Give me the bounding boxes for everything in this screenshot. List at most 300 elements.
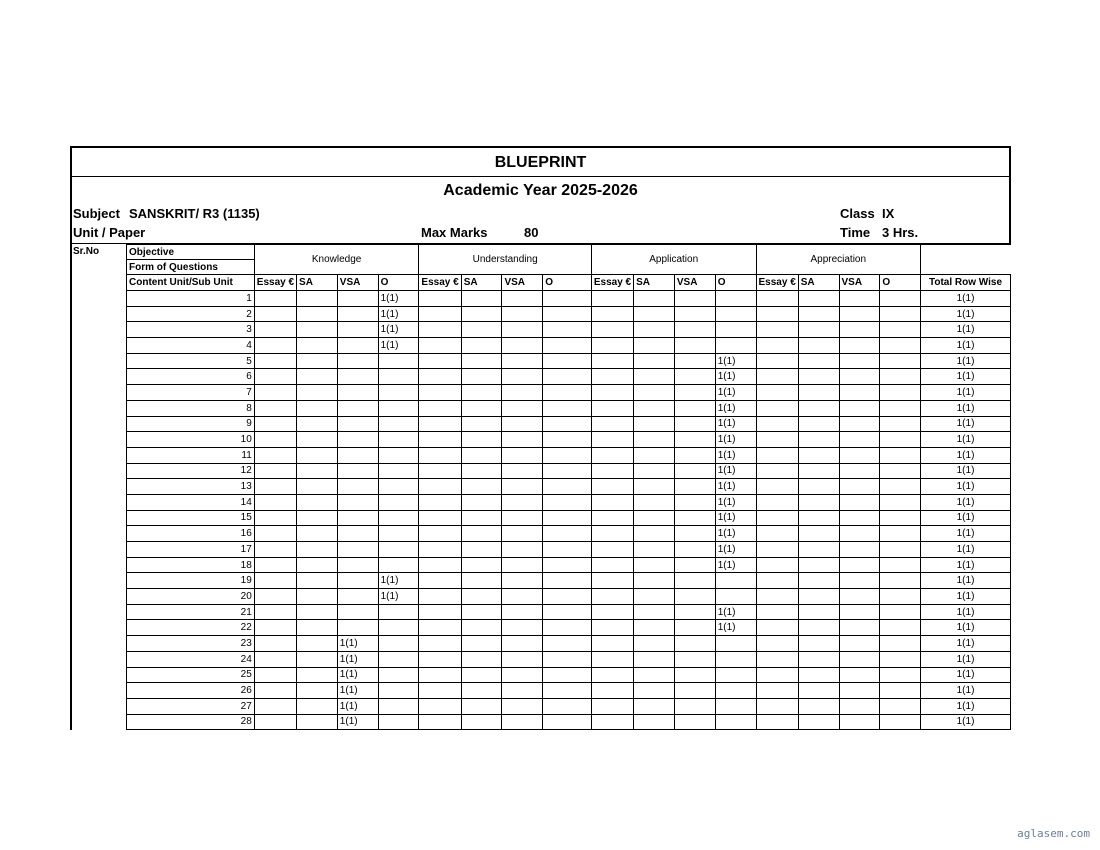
- table-cell: [378, 698, 419, 714]
- table-cell: [674, 604, 715, 620]
- table-cell: [461, 667, 502, 683]
- table-cell: [634, 494, 675, 510]
- table-cell: [634, 306, 675, 322]
- table-cell: [502, 557, 543, 573]
- table-cell: [461, 338, 502, 354]
- table-cell: [839, 573, 880, 589]
- class-label: Class: [840, 206, 875, 221]
- table-cell: [839, 463, 880, 479]
- table-cell: [634, 369, 675, 385]
- row-number: 4: [127, 338, 255, 354]
- row-number: 6: [127, 369, 255, 385]
- table-cell: [419, 416, 461, 432]
- table-cell: [254, 416, 296, 432]
- table-cell: 1(1): [378, 306, 419, 322]
- table-cell: [378, 526, 419, 542]
- table-cell: 1(1): [715, 400, 756, 416]
- table-cell: [543, 557, 592, 573]
- table-cell: [254, 573, 296, 589]
- table-cell: [839, 510, 880, 526]
- table-cell: [419, 620, 461, 636]
- table-cell: [461, 322, 502, 338]
- table-cell: [880, 338, 921, 354]
- table-cell: [674, 385, 715, 401]
- table-cell: [756, 369, 798, 385]
- table-cell: [798, 573, 839, 589]
- row-number: 8: [127, 400, 255, 416]
- table-cell: [880, 604, 921, 620]
- table-cell: [502, 291, 543, 307]
- content-unit-label: Content Unit/Sub Unit: [127, 275, 255, 291]
- table-row: [127, 322, 1011, 338]
- blueprint-table: [126, 244, 1011, 730]
- table-cell: [880, 400, 921, 416]
- table-cell: [254, 494, 296, 510]
- table-cell: [254, 604, 296, 620]
- row-number: 3: [127, 322, 255, 338]
- table-cell: [715, 573, 756, 589]
- table-cell: [798, 667, 839, 683]
- group-understanding: Understanding: [419, 245, 591, 275]
- table-cell: [461, 604, 502, 620]
- table-cell: [674, 479, 715, 495]
- table-cell: 1(1): [337, 714, 378, 730]
- table-cell: [502, 353, 543, 369]
- table-cell: [634, 291, 675, 307]
- subcol-knowledge-sa: SA: [297, 275, 338, 291]
- table-cell: [337, 338, 378, 354]
- table-cell: [337, 589, 378, 605]
- table-cell: [798, 494, 839, 510]
- table-cell: [798, 432, 839, 448]
- table-cell: [634, 322, 675, 338]
- table-cell: [591, 698, 633, 714]
- table-cell: [461, 589, 502, 605]
- row-total: 1(1): [921, 494, 1011, 510]
- table-cell: 1(1): [378, 589, 419, 605]
- table-row: [127, 400, 1011, 416]
- table-cell: [798, 369, 839, 385]
- table-cell: [297, 369, 338, 385]
- table-cell: [674, 494, 715, 510]
- table-cell: [502, 604, 543, 620]
- table-cell: [419, 683, 461, 699]
- row-total: 1(1): [921, 291, 1011, 307]
- table-cell: [756, 667, 798, 683]
- table-cell: [337, 385, 378, 401]
- table-cell: 1(1): [715, 447, 756, 463]
- table-cell: [543, 683, 592, 699]
- table-cell: [880, 291, 921, 307]
- table-cell: [880, 620, 921, 636]
- table-cell: [337, 526, 378, 542]
- table-cell: [839, 385, 880, 401]
- table-cell: [674, 338, 715, 354]
- subcol-knowledge-essay: Essay €: [254, 275, 296, 291]
- table-cell: [461, 651, 502, 667]
- table-cell: [634, 667, 675, 683]
- row-number: 5: [127, 353, 255, 369]
- table-cell: [839, 494, 880, 510]
- table-cell: [543, 463, 592, 479]
- table-cell: [591, 416, 633, 432]
- table-cell: 1(1): [337, 667, 378, 683]
- table-cell: [254, 589, 296, 605]
- table-cell: [502, 479, 543, 495]
- table-cell: [591, 494, 633, 510]
- table-cell: [254, 683, 296, 699]
- table-cell: [502, 510, 543, 526]
- table-cell: [419, 573, 461, 589]
- table-cell: [378, 557, 419, 573]
- table-row: [127, 636, 1011, 652]
- table-cell: 1(1): [378, 338, 419, 354]
- table-cell: [543, 510, 592, 526]
- table-cell: [634, 353, 675, 369]
- table-cell: [297, 573, 338, 589]
- table-cell: [297, 557, 338, 573]
- table-cell: [378, 604, 419, 620]
- row-total: 1(1): [921, 604, 1011, 620]
- table-cell: [880, 322, 921, 338]
- table-cell: [880, 479, 921, 495]
- row-number: 12: [127, 463, 255, 479]
- table-cell: [591, 353, 633, 369]
- table-cell: [798, 479, 839, 495]
- table-cell: [419, 291, 461, 307]
- table-cell: [337, 479, 378, 495]
- table-cell: [756, 683, 798, 699]
- row-total: 1(1): [921, 322, 1011, 338]
- table-row: [127, 353, 1011, 369]
- table-cell: [378, 353, 419, 369]
- table-cell: [880, 651, 921, 667]
- subject-value: SANSKRIT/ R3 (1135): [129, 206, 260, 221]
- row-total: 1(1): [921, 589, 1011, 605]
- table-cell: [634, 636, 675, 652]
- table-cell: [715, 651, 756, 667]
- row-total: 1(1): [921, 353, 1011, 369]
- table-cell: [254, 447, 296, 463]
- table-cell: [674, 306, 715, 322]
- table-cell: [378, 667, 419, 683]
- row-number: 23: [127, 636, 255, 652]
- row-total: 1(1): [921, 447, 1011, 463]
- row-total: 1(1): [921, 432, 1011, 448]
- subject-label: Subject: [73, 206, 120, 221]
- table-row: [127, 604, 1011, 620]
- table-cell: [297, 353, 338, 369]
- table-cell: [756, 510, 798, 526]
- table-cell: [634, 573, 675, 589]
- table-cell: [839, 714, 880, 730]
- row-number: 28: [127, 714, 255, 730]
- table-cell: [591, 714, 633, 730]
- table-cell: [502, 416, 543, 432]
- table-cell: [715, 714, 756, 730]
- table-cell: [756, 542, 798, 558]
- table-cell: [378, 510, 419, 526]
- table-cell: [461, 353, 502, 369]
- row-number: 22: [127, 620, 255, 636]
- table-row: [127, 667, 1011, 683]
- table-cell: [591, 510, 633, 526]
- table-cell: [419, 557, 461, 573]
- table-cell: [756, 557, 798, 573]
- table-cell: [297, 542, 338, 558]
- table-cell: [419, 636, 461, 652]
- table-cell: [880, 306, 921, 322]
- table-cell: [674, 353, 715, 369]
- table-cell: [461, 636, 502, 652]
- table-cell: [419, 447, 461, 463]
- table-row: [127, 589, 1011, 605]
- group-appreciation: Appreciation: [756, 245, 921, 275]
- table-cell: [254, 353, 296, 369]
- frame-left-line: [70, 146, 72, 730]
- table-cell: [254, 714, 296, 730]
- table-row: [127, 338, 1011, 354]
- table-cell: [502, 494, 543, 510]
- table-cell: [839, 604, 880, 620]
- table-cell: [461, 494, 502, 510]
- table-cell: 1(1): [715, 620, 756, 636]
- table-cell: 1(1): [715, 369, 756, 385]
- table-cell: [419, 385, 461, 401]
- table-cell: [543, 338, 592, 354]
- title-divider-line: [70, 176, 1011, 177]
- subcol-appreciation-essay: Essay €: [756, 275, 798, 291]
- table-cell: [839, 432, 880, 448]
- subcol-application-essay: Essay €: [591, 275, 633, 291]
- table-cell: [419, 651, 461, 667]
- table-cell: [543, 526, 592, 542]
- table-cell: [502, 667, 543, 683]
- row-total: 1(1): [921, 306, 1011, 322]
- table-cell: [502, 542, 543, 558]
- table-cell: [591, 432, 633, 448]
- table-cell: 1(1): [378, 322, 419, 338]
- table-row: [127, 494, 1011, 510]
- row-number: 7: [127, 385, 255, 401]
- table-cell: [591, 338, 633, 354]
- table-cell: [543, 589, 592, 605]
- table-cell: [543, 542, 592, 558]
- subcol-appreciation-o: O: [880, 275, 921, 291]
- table-cell: [378, 400, 419, 416]
- table-cell: [461, 620, 502, 636]
- table-cell: [254, 306, 296, 322]
- row-total: 1(1): [921, 400, 1011, 416]
- table-cell: [254, 667, 296, 683]
- table-cell: [674, 291, 715, 307]
- table-cell: [880, 714, 921, 730]
- table-cell: [880, 667, 921, 683]
- table-cell: [502, 322, 543, 338]
- table-cell: [880, 494, 921, 510]
- watermark: aglasem.com: [1017, 827, 1090, 840]
- table-cell: [756, 447, 798, 463]
- table-cell: [798, 291, 839, 307]
- table-cell: [254, 479, 296, 495]
- row-total: 1(1): [921, 698, 1011, 714]
- table-cell: [419, 338, 461, 354]
- table-cell: [591, 385, 633, 401]
- table-cell: [756, 385, 798, 401]
- table-cell: [543, 604, 592, 620]
- table-cell: [337, 400, 378, 416]
- table-cell: [419, 306, 461, 322]
- table-cell: [756, 589, 798, 605]
- table-cell: [634, 479, 675, 495]
- table-row: [127, 291, 1011, 307]
- table-cell: [337, 542, 378, 558]
- table-cell: [297, 400, 338, 416]
- table-cell: [461, 385, 502, 401]
- table-cell: [378, 494, 419, 510]
- table-cell: [254, 338, 296, 354]
- table-cell: [297, 698, 338, 714]
- table-cell: [880, 542, 921, 558]
- row-number: 20: [127, 589, 255, 605]
- table-cell: [254, 698, 296, 714]
- table-cell: [880, 698, 921, 714]
- table-cell: [880, 463, 921, 479]
- table-cell: [502, 306, 543, 322]
- table-cell: [502, 714, 543, 730]
- table-cell: [297, 479, 338, 495]
- frame-top-line: [70, 146, 1011, 148]
- table-cell: [756, 338, 798, 354]
- table-cell: [756, 322, 798, 338]
- table-cell: [839, 400, 880, 416]
- table-cell: [378, 683, 419, 699]
- table-row: [127, 416, 1011, 432]
- table-cell: [502, 432, 543, 448]
- table-row: [127, 526, 1011, 542]
- row-total: 1(1): [921, 573, 1011, 589]
- table-row: [127, 714, 1011, 730]
- table-cell: [756, 714, 798, 730]
- table-cell: [839, 353, 880, 369]
- table-cell: [502, 447, 543, 463]
- subcol-knowledge-o: O: [378, 275, 419, 291]
- group-application: Application: [591, 245, 756, 275]
- table-cell: 1(1): [715, 479, 756, 495]
- table-cell: [634, 463, 675, 479]
- table-cell: [674, 400, 715, 416]
- table-cell: [798, 400, 839, 416]
- row-number: 1: [127, 291, 255, 307]
- table-cell: [591, 291, 633, 307]
- subcol-appreciation-sa: SA: [798, 275, 839, 291]
- table-cell: [461, 479, 502, 495]
- table-cell: [297, 291, 338, 307]
- table-cell: [543, 698, 592, 714]
- table-cell: [337, 447, 378, 463]
- table-cell: [591, 636, 633, 652]
- table-cell: [591, 651, 633, 667]
- table-cell: 1(1): [378, 291, 419, 307]
- table-cell: [378, 714, 419, 730]
- row-number: 15: [127, 510, 255, 526]
- table-cell: [419, 542, 461, 558]
- header-row-objective: [127, 245, 1011, 260]
- table-cell: [297, 651, 338, 667]
- table-cell: [502, 573, 543, 589]
- unit-paper-label: Unit / Paper: [73, 225, 146, 240]
- row-total: 1(1): [921, 479, 1011, 495]
- table-cell: [297, 385, 338, 401]
- table-cell: [674, 322, 715, 338]
- academic-year: Academic Year 2025-2026: [443, 182, 638, 199]
- table-cell: [297, 338, 338, 354]
- table-cell: [634, 683, 675, 699]
- table-cell: [254, 322, 296, 338]
- table-cell: [798, 698, 839, 714]
- table-cell: 1(1): [715, 557, 756, 573]
- row-total: 1(1): [921, 463, 1011, 479]
- row-total: 1(1): [921, 385, 1011, 401]
- table-row: [127, 463, 1011, 479]
- table-cell: [591, 463, 633, 479]
- table-cell: [502, 636, 543, 652]
- table-row: [127, 698, 1011, 714]
- table-cell: [337, 557, 378, 573]
- table-cell: [839, 667, 880, 683]
- table-cell: [634, 604, 675, 620]
- row-total: 1(1): [921, 416, 1011, 432]
- table-cell: [880, 636, 921, 652]
- table-row: [127, 557, 1011, 573]
- table-cell: [756, 306, 798, 322]
- table-cell: [715, 306, 756, 322]
- table-cell: [254, 432, 296, 448]
- table-cell: [674, 416, 715, 432]
- form-of-questions-label: Form of Questions: [127, 260, 255, 275]
- table-cell: [254, 510, 296, 526]
- table-cell: [337, 369, 378, 385]
- table-cell: [502, 338, 543, 354]
- table-cell: [461, 432, 502, 448]
- sr-no-label: Sr.No: [73, 246, 100, 257]
- row-number: 11: [127, 447, 255, 463]
- table-cell: [502, 369, 543, 385]
- blueprint-sheet: [70, 146, 1011, 730]
- table-cell: [634, 416, 675, 432]
- table-cell: [756, 479, 798, 495]
- table-cell: [674, 432, 715, 448]
- table-row: [127, 447, 1011, 463]
- table-cell: [674, 369, 715, 385]
- table-cell: [543, 714, 592, 730]
- table-cell: [461, 291, 502, 307]
- table-cell: [254, 526, 296, 542]
- table-cell: [715, 322, 756, 338]
- objective-label: Objective: [127, 245, 255, 260]
- table-cell: [634, 698, 675, 714]
- row-total: 1(1): [921, 510, 1011, 526]
- table-cell: [674, 542, 715, 558]
- table-row: [127, 369, 1011, 385]
- total-row-wise-header: Total Row Wise: [921, 275, 1011, 291]
- table-cell: [634, 651, 675, 667]
- table-cell: 1(1): [337, 683, 378, 699]
- row-number: 17: [127, 542, 255, 558]
- table-cell: [591, 620, 633, 636]
- table-cell: [798, 589, 839, 605]
- table-cell: [297, 510, 338, 526]
